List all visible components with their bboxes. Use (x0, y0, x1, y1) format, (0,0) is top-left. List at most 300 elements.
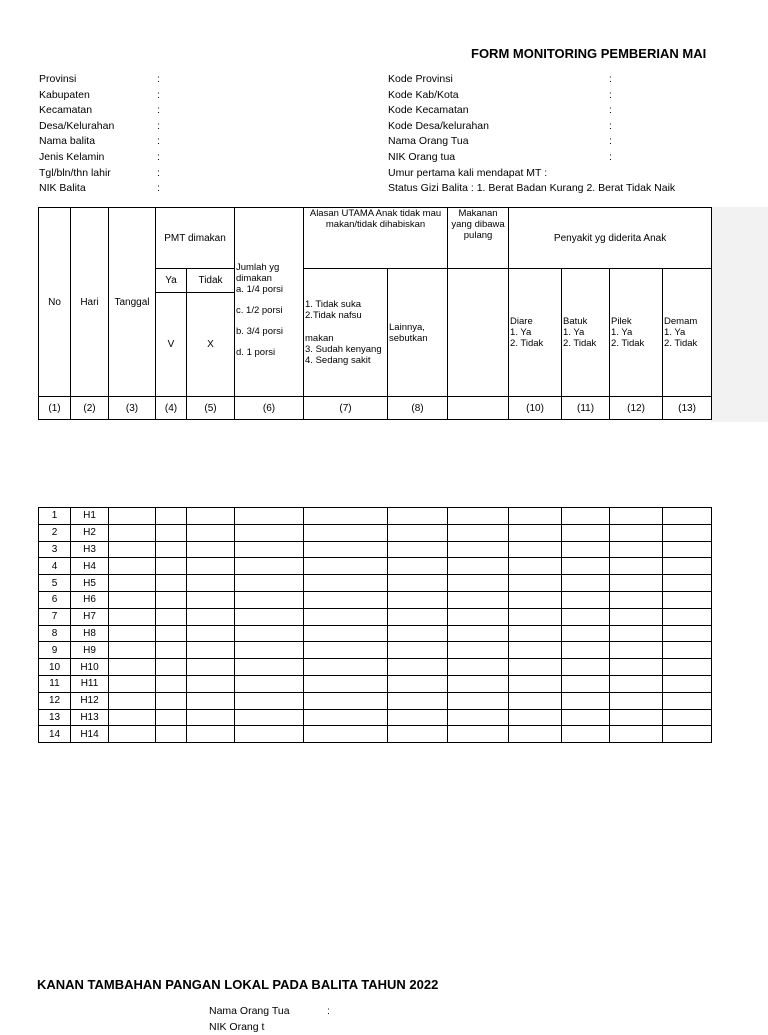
input-cell[interactable] (156, 591, 187, 608)
input-cell[interactable] (109, 692, 156, 709)
input-cell[interactable] (235, 625, 304, 642)
input-cell[interactable] (448, 675, 509, 692)
row-no: 2 (39, 524, 71, 541)
info-separator: : (157, 166, 160, 179)
input-cell[interactable] (562, 726, 610, 743)
input-cell[interactable] (388, 642, 448, 659)
row-hari: H10 (71, 659, 109, 676)
input-cell[interactable] (562, 575, 610, 592)
input-cell[interactable] (562, 675, 610, 692)
header-makanan-empty (448, 269, 509, 397)
input-cell[interactable] (509, 726, 562, 743)
input-cell[interactable] (388, 508, 448, 525)
input-cell[interactable] (448, 591, 509, 608)
input-cell[interactable] (663, 659, 712, 676)
input-cell[interactable] (610, 524, 663, 541)
header-no: No (39, 208, 71, 397)
input-cell[interactable] (663, 675, 712, 692)
header-batuk (562, 269, 610, 397)
demam-tidak: 2. Tidak (664, 338, 698, 349)
input-cell[interactable] (610, 625, 663, 642)
table-row (39, 675, 712, 692)
info-row (39, 88, 160, 104)
column-number (448, 397, 509, 420)
input-cell[interactable] (235, 692, 304, 709)
input-cell[interactable] (235, 709, 304, 726)
info-separator: : (609, 73, 612, 85)
input-cell[interactable] (304, 575, 388, 592)
info-row (39, 166, 160, 182)
input-cell[interactable] (663, 692, 712, 709)
input-cell[interactable] (187, 608, 235, 625)
input-cell[interactable] (610, 591, 663, 608)
input-cell[interactable] (448, 558, 509, 575)
input-cell[interactable] (388, 541, 448, 558)
info-separator: : (327, 1005, 330, 1017)
input-cell[interactable] (156, 508, 187, 525)
form-title-continued: KANAN TAMBAHAN PANGAN LOKAL PADA BALITA TAHUN 2022 (37, 977, 439, 992)
header-diare (509, 269, 562, 397)
input-cell[interactable] (156, 524, 187, 541)
input-cell[interactable] (448, 625, 509, 642)
input-cell[interactable] (187, 591, 235, 608)
input-cell[interactable] (509, 659, 562, 676)
input-cell[interactable] (304, 608, 388, 625)
input-cell[interactable] (235, 591, 304, 608)
input-cell[interactable] (509, 625, 562, 642)
demam-ya: 1. Ya (664, 327, 686, 338)
input-cell[interactable] (509, 591, 562, 608)
column-number: (12) (610, 397, 663, 420)
porsi-c: c. 1/2 porsi (236, 305, 283, 316)
input-cell[interactable] (388, 608, 448, 625)
row-no: 3 (39, 541, 71, 558)
input-cell[interactable] (109, 659, 156, 676)
input-cell[interactable] (448, 524, 509, 541)
header-x: X (187, 293, 235, 397)
header-v: V (156, 293, 187, 397)
input-cell[interactable] (109, 575, 156, 592)
row-no: 9 (39, 642, 71, 659)
input-cell[interactable] (663, 591, 712, 608)
row-no: 12 (39, 692, 71, 709)
input-cell[interactable] (562, 524, 610, 541)
table-row (39, 625, 712, 642)
column-number: (6) (235, 397, 304, 420)
batuk-tidak: 2. Tidak (563, 338, 597, 349)
column-number: (7) (304, 397, 388, 420)
input-cell[interactable] (610, 541, 663, 558)
porsi-b: b. 3/4 porsi (236, 326, 284, 337)
header-penyakit: Penyakit yg diderita Anak (509, 208, 712, 269)
input-cell[interactable] (562, 659, 610, 676)
alasan-2: 2.Tidak nafsu (305, 310, 362, 321)
input-cell[interactable] (610, 558, 663, 575)
row-hari: H13 (71, 709, 109, 726)
input-cell[interactable] (235, 659, 304, 676)
input-cell[interactable] (187, 709, 235, 726)
input-cell[interactable] (562, 558, 610, 575)
table-row (39, 524, 712, 541)
input-cell[interactable] (304, 675, 388, 692)
input-cell[interactable] (187, 575, 235, 592)
info-separator: : (157, 182, 160, 195)
input-cell[interactable] (388, 558, 448, 575)
input-cell[interactable] (304, 625, 388, 642)
info-separator: : (157, 150, 160, 163)
info-row (388, 119, 675, 135)
info-separator: : (609, 88, 612, 101)
input-cell[interactable] (610, 608, 663, 625)
alasan-2b: makan (305, 333, 334, 344)
jumlah-label: Jumlah yg dimakan (236, 262, 280, 284)
input-cell[interactable] (187, 558, 235, 575)
alasan-4: 4. Sedang sakit (305, 355, 371, 366)
alasan-1: 1. Tidak suka (305, 299, 361, 310)
bottom-info-block (209, 1004, 330, 1035)
input-cell[interactable] (156, 709, 187, 726)
input-cell[interactable] (109, 541, 156, 558)
input-cell[interactable] (509, 608, 562, 625)
input-cell[interactable] (663, 608, 712, 625)
input-cell[interactable] (304, 692, 388, 709)
header-pilek (610, 269, 663, 397)
header-tidak: Tidak (187, 269, 235, 293)
input-cell[interactable] (509, 642, 562, 659)
table-row (39, 558, 712, 575)
input-cell[interactable] (448, 575, 509, 592)
row-hari: H1 (71, 508, 109, 525)
info-row (39, 103, 160, 119)
input-cell[interactable] (156, 642, 187, 659)
input-cell[interactable] (562, 625, 610, 642)
column-number-row (39, 397, 712, 420)
input-cell[interactable] (156, 541, 187, 558)
info-separator: : (157, 73, 160, 85)
input-cell[interactable] (388, 591, 448, 608)
header-makanan: Makanan yang dibawa pulang (448, 208, 509, 269)
input-cell[interactable] (448, 659, 509, 676)
input-cell[interactable] (610, 575, 663, 592)
input-cell[interactable] (610, 642, 663, 659)
input-cell[interactable] (610, 675, 663, 692)
column-number: (10) (509, 397, 562, 420)
input-cell[interactable] (304, 726, 388, 743)
input-cell[interactable] (156, 608, 187, 625)
batuk-ya: 1. Ya (563, 327, 585, 338)
input-cell[interactable] (109, 642, 156, 659)
table-row (39, 726, 712, 743)
input-cell[interactable] (663, 709, 712, 726)
input-cell[interactable] (562, 591, 610, 608)
column-number: (11) (562, 397, 610, 420)
table-row (39, 591, 712, 608)
input-cell[interactable] (448, 541, 509, 558)
input-cell[interactable] (156, 675, 187, 692)
info-separator: : (609, 104, 612, 117)
header-alasan-options (304, 269, 388, 397)
info-label: NIK Orang t (209, 1020, 265, 1033)
info-row (39, 181, 160, 197)
info-label: Tgl/bln/thn lahir (39, 166, 111, 179)
info-row (39, 119, 160, 135)
row-hari: H4 (71, 558, 109, 575)
input-cell[interactable] (156, 625, 187, 642)
info-row (39, 150, 160, 166)
input-cell[interactable] (156, 726, 187, 743)
column-number: (3) (109, 397, 156, 420)
input-cell[interactable] (109, 591, 156, 608)
header-demam (663, 269, 712, 397)
column-number: (8) (388, 397, 448, 420)
demam-label: Demam (664, 316, 698, 327)
column-number: (2) (71, 397, 109, 420)
input-cell[interactable] (509, 709, 562, 726)
input-cell[interactable] (509, 558, 562, 575)
input-cell[interactable] (663, 558, 712, 575)
input-cell[interactable] (509, 575, 562, 592)
input-cell[interactable] (610, 709, 663, 726)
info-row (388, 103, 675, 119)
input-cell[interactable] (509, 675, 562, 692)
input-cell[interactable] (448, 709, 509, 726)
input-cell[interactable] (610, 692, 663, 709)
input-cell[interactable] (663, 508, 712, 525)
row-no: 5 (39, 575, 71, 592)
porsi-a: a. 1/4 porsi (236, 284, 284, 295)
porsi-d: d. 1 porsi (236, 347, 276, 358)
input-cell[interactable] (663, 642, 712, 659)
row-no: 10 (39, 659, 71, 676)
info-row (39, 72, 160, 88)
input-cell[interactable] (187, 659, 235, 676)
info-separator: : (157, 88, 160, 101)
input-cell[interactable] (562, 508, 610, 525)
input-cell[interactable] (663, 575, 712, 592)
input-cell[interactable] (187, 675, 235, 692)
header-alasan: Alasan UTAMA Anak tidak mau makan/tidak dihabiskan (304, 208, 448, 269)
info-label: Kode Kecamatan (388, 104, 469, 117)
input-cell[interactable] (187, 541, 235, 558)
input-cell[interactable] (663, 524, 712, 541)
input-cell[interactable] (235, 558, 304, 575)
info-row (388, 72, 675, 88)
row-hari: H14 (71, 726, 109, 743)
info-label: Nama Orang Tua (209, 1005, 290, 1017)
row-hari: H8 (71, 625, 109, 642)
input-cell[interactable] (663, 726, 712, 743)
table-row (39, 659, 712, 676)
input-cell[interactable] (235, 675, 304, 692)
input-cell[interactable] (388, 675, 448, 692)
info-separator: : (157, 119, 160, 132)
input-cell[interactable] (109, 558, 156, 575)
header-jumlah (235, 208, 304, 397)
input-cell[interactable] (235, 608, 304, 625)
input-cell[interactable] (304, 709, 388, 726)
header-pmt: PMT dimakan (156, 208, 235, 269)
input-cell[interactable] (663, 541, 712, 558)
input-cell[interactable] (509, 541, 562, 558)
input-cell[interactable] (610, 726, 663, 743)
header-lainnya: Lainnya, sebutkan (388, 269, 448, 397)
input-cell[interactable] (388, 709, 448, 726)
input-cell[interactable] (388, 575, 448, 592)
input-cell[interactable] (388, 524, 448, 541)
input-cell[interactable] (509, 524, 562, 541)
input-cell[interactable] (235, 508, 304, 525)
input-cell[interactable] (109, 675, 156, 692)
row-no: 8 (39, 625, 71, 642)
input-cell[interactable] (109, 508, 156, 525)
table-row (39, 575, 712, 592)
input-cell[interactable] (562, 709, 610, 726)
column-number: (4) (156, 397, 187, 420)
input-cell[interactable] (304, 642, 388, 659)
batuk-label: Batuk (563, 316, 588, 327)
data-table (38, 507, 712, 743)
input-cell[interactable] (109, 608, 156, 625)
info-label: Provinsi (39, 73, 77, 85)
info-label: NIK Balita (39, 182, 86, 195)
input-cell[interactable] (156, 659, 187, 676)
input-cell[interactable] (448, 726, 509, 743)
input-cell[interactable] (156, 692, 187, 709)
input-cell[interactable] (235, 524, 304, 541)
input-cell[interactable] (304, 558, 388, 575)
form-title: FORM MONITORING PEMBERIAN MAI (471, 46, 707, 61)
info-label: Desa/Kelurahan (39, 119, 115, 132)
input-cell[interactable] (610, 659, 663, 676)
header-tanggal: Tanggal (109, 208, 156, 397)
info-right-block (388, 72, 675, 197)
alasan-3: 3. Sudah kenyang (305, 344, 382, 355)
table-row (39, 508, 712, 525)
info-label: Kode Kab/Kota (388, 88, 459, 101)
row-hari: H3 (71, 541, 109, 558)
row-no: 14 (39, 726, 71, 743)
pilek-tidak: 2. Tidak (611, 338, 645, 349)
diare-ya: 1. Ya (510, 327, 532, 338)
row-hari: H5 (71, 575, 109, 592)
input-cell[interactable] (187, 692, 235, 709)
row-hari: H12 (71, 692, 109, 709)
info-label: Kecamatan (39, 104, 93, 117)
pilek-label: Pilek (611, 316, 632, 327)
column-number: (1) (39, 397, 71, 420)
input-cell[interactable] (304, 591, 388, 608)
info-separator: : (157, 104, 160, 117)
diare-tidak: 2. Tidak (510, 338, 544, 349)
info-row (388, 88, 675, 104)
info-status: Status Gizi Balita : 1. Berat Badan Kurang 2. Berat Tidak Naik (388, 182, 676, 195)
info-row (39, 134, 160, 150)
info-left-block (39, 72, 160, 197)
page-shade (711, 207, 768, 422)
input-cell[interactable] (663, 625, 712, 642)
info-separator: : (609, 135, 612, 148)
input-cell[interactable] (187, 625, 235, 642)
input-cell[interactable] (562, 642, 610, 659)
input-cell[interactable] (235, 642, 304, 659)
input-cell[interactable] (562, 608, 610, 625)
info-row (209, 1020, 330, 1035)
info-row (388, 134, 675, 150)
input-cell[interactable] (187, 726, 235, 743)
row-no: 11 (39, 675, 71, 692)
row-hari: H11 (71, 675, 109, 692)
input-cell[interactable] (156, 558, 187, 575)
info-separator: : (157, 135, 160, 148)
pilek-ya: 1. Ya (611, 327, 633, 338)
input-cell[interactable] (448, 692, 509, 709)
row-no: 4 (39, 558, 71, 575)
info-label: Nama Orang Tua (388, 135, 469, 148)
table-row (39, 709, 712, 726)
input-cell[interactable] (187, 642, 235, 659)
input-cell[interactable] (304, 524, 388, 541)
diare-label: Diare (510, 316, 533, 327)
input-cell[interactable] (304, 659, 388, 676)
input-cell[interactable] (562, 692, 610, 709)
table-row (39, 642, 712, 659)
table-row (39, 541, 712, 558)
header-table (38, 207, 712, 420)
row-no: 6 (39, 591, 71, 608)
header-ya: Ya (156, 269, 187, 293)
input-cell[interactable] (109, 726, 156, 743)
input-cell[interactable] (235, 575, 304, 592)
input-cell[interactable] (388, 625, 448, 642)
info-label: Kode Desa/kelurahan (388, 119, 489, 132)
input-cell[interactable] (448, 608, 509, 625)
column-number: (13) (663, 397, 712, 420)
row-no: 1 (39, 508, 71, 525)
input-cell[interactable] (235, 541, 304, 558)
input-cell[interactable] (509, 508, 562, 525)
input-cell[interactable] (109, 625, 156, 642)
input-cell[interactable] (235, 726, 304, 743)
info-row (388, 150, 675, 166)
info-label: Kabupaten (39, 88, 90, 101)
row-hari: H9 (71, 642, 109, 659)
input-cell[interactable] (610, 508, 663, 525)
input-cell[interactable] (109, 524, 156, 541)
input-cell[interactable] (304, 508, 388, 525)
input-cell[interactable] (448, 508, 509, 525)
row-hari: H6 (71, 591, 109, 608)
info-label: Kode Provinsi (388, 73, 453, 85)
info-row (209, 1004, 330, 1020)
info-separator: : (609, 150, 612, 163)
row-hari: H7 (71, 608, 109, 625)
input-cell[interactable] (187, 524, 235, 541)
table-row (39, 608, 712, 625)
input-cell[interactable] (156, 575, 187, 592)
row-no: 13 (39, 709, 71, 726)
input-cell[interactable] (448, 642, 509, 659)
input-cell[interactable] (109, 709, 156, 726)
input-cell[interactable] (509, 692, 562, 709)
input-cell[interactable] (388, 659, 448, 676)
input-cell[interactable] (388, 692, 448, 709)
input-cell[interactable] (562, 541, 610, 558)
input-cell[interactable] (187, 508, 235, 525)
column-number: (5) (187, 397, 235, 420)
input-cell[interactable] (304, 541, 388, 558)
info-umur: Umur pertama kali mendapat MT : (388, 166, 548, 179)
input-cell[interactable] (388, 726, 448, 743)
